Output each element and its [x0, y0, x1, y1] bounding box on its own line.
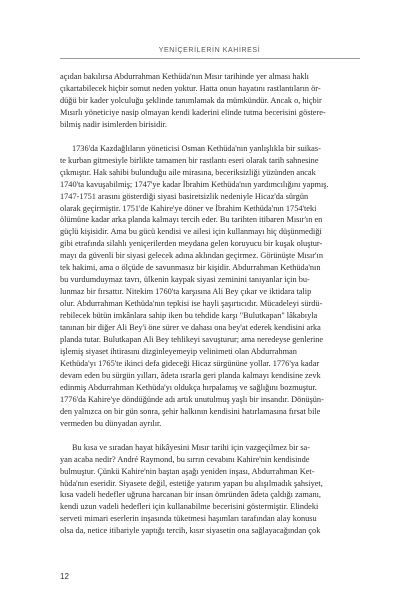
- text-line: yan acaba nedir? André Raymond, bu sırrın cevabını Kahire'nin kendisinde: [60, 454, 310, 464]
- text-line: 1776'da Kahire'ye döndüğünde adı artık unutulmuş yaşlı bir insandır. Dönüşün-: [60, 394, 324, 404]
- text-line: kısa vadeli hedefler uğruna harcanan bir insan ömründen âdeta çaldığı zamanı,: [60, 490, 322, 500]
- text-line: den yalnızca on bir gün sonra, şehir halkının kendisini hatırlamasına fırsat bile: [60, 406, 321, 416]
- text-line: 1747-1751 arasını gösterdiği siyasi basiretsizlik nedeniyle Hicaz'da sürgün: [60, 191, 309, 201]
- text-line: işlemiş siyaset ihtirasını dizginleyemeyip velinimeti olan Abdurrahman: [60, 346, 297, 356]
- text-line: bulmuştur. Çünkü Kahire'nin baştan aşağı yeniden inşası, Abdurrahman Ket-: [60, 466, 315, 476]
- text-line: Mısırlı yöneticiye nasip olmayan kendi kaderini elinde tutma becerisini göstere-: [60, 107, 326, 117]
- text-line: bu vurdumduymaz tavrı, ülkenin kaypak siyasi zeminini tanıyanlar için bu-: [60, 275, 310, 285]
- text-line: Bu kısa ve sıradan hayat hikâyesini Mısır tarihi için vazgeçilmez bir sa-: [72, 442, 311, 452]
- text-line: olarak geçirmiştir. 1751'de Kahire'ye döner ve İbrahim Kethüda'nın 1754'teki: [60, 203, 317, 213]
- text-line: rebilecek bütün imkânlara sahip iken bu tehdide karşı "Bulutkapan" lâkabıyla: [60, 311, 318, 321]
- text-line: çıkartabilecek hiçbir somut neden yoktur. Hatta onun hayatını rastlantıların ör-: [60, 83, 321, 93]
- text-line: tanınan bir diğer Ali Bey'i öne sürer ve dahası ona bey'at ederek kendisini arka: [60, 323, 321, 333]
- text-line: hüda'nın eseridir. Siyasete değil, estetiğe yatırım yapan bu alışılmadık şahsiyet,: [60, 478, 323, 488]
- text-line: lunmaz bir fırsattır. Nitekim 1760'ta karşısına Ali Bey çıkar ve iktidara talip: [60, 287, 312, 297]
- text-line: çıkmıştır. Hak sahibi bulunduğu aile mirasına, beceriksizliği yüzünden ancak: [60, 167, 316, 177]
- text-line: 1740'ta kavuşabilmiş; 1747'ye kadar İbrahim Kethüda'nın yardımcılığını yapmış.: [60, 179, 329, 189]
- body-text: [60, 71, 361, 537]
- text-line: Kethüda'yı 1765'te ikinci defa gideceği Hicaz sürgününe yollar. 1776'ya kadar: [60, 358, 320, 368]
- text-line: planda tutar. Bulutkapan Ali Bey tehlikeyi savuşturur; ama neredeyse genlerine: [60, 335, 324, 345]
- text-line: edinmiş Abdurrahman Kethüda'yı oldukça hırpalamış ve sağlığını bozmuştur.: [60, 382, 317, 392]
- paragraph-1: [60, 71, 361, 131]
- text-line: ölümüne kadar arka planda kalmayı tercih eder. Bu tarihten itibaren Mısır'ın en: [60, 215, 323, 225]
- text-line: tek hakimi, ama o ölçüde de savunmasız bir kişidir. Abdurrahman Kethüda'nın: [60, 263, 321, 273]
- text-line: açıdan bakılırsa Abdurrahman Kethüda'nın Mısır tarihinde yer alması haklı: [60, 72, 309, 81]
- paragraph-3: [60, 442, 361, 538]
- page-number: 12: [60, 572, 69, 581]
- text-line: kendi uzun vadeli hedefleri için kullanabilme becerisini göstermiştir. Elindeki: [60, 502, 319, 512]
- paragraph-2: [60, 143, 361, 430]
- header-rule: [60, 58, 360, 59]
- text-line: serveti mimari eserlerin inşasında tüketmesi haşımları tarafından alay konusu: [60, 514, 317, 524]
- text-line: gibi etrafında silahlı yeniçerilerden meydana gelen koruyucu bir kuşak oluştur-: [60, 239, 323, 249]
- text-line: olur. Abdurrahman Kethüda'nın tepkisi ise hayli şaşırtıcıdır. Mücadeleyi sürdü-: [60, 299, 323, 309]
- text-line: düğü bir kader yolculuğu şeklinde tanımlamak da mümkündür. Ancak o, hiçbir: [60, 95, 322, 105]
- running-header: YENİÇERİLERİN KAHİRESİ: [158, 47, 261, 54]
- text-line: vermeden bu dünyadan ayrılır.: [60, 418, 162, 428]
- text-line: bilmiş nadir isimlerden birisidir.: [60, 119, 167, 129]
- text-line: güçlü kişisidir. Ama bu gücü kendisi ve ailesi için kullanmayı hiç düşünmediği: [60, 227, 322, 237]
- text-line: devam eden bu sürgün yılları, âdeta ısrarla geri planda kalmayı kendisine zevk: [60, 370, 321, 380]
- text-line: te kurban gitmesiyle birlikte tamamen bir rastlantı eseri olarak tarih sahnesine: [60, 155, 319, 165]
- text-line: mayı da güvenli bir siyasi gelecek adına aklından geçirmez. Görünüşte Mısır'ın: [60, 251, 324, 261]
- text-line: olsa da, netice itibariyle yaptığı tercih, kısır siyasetin ona sağlayacağından çok: [60, 526, 321, 536]
- text-line: 1736'da Kazdağlıların yöneticisi Osman Kethüda'nın yanlışlıkla bir suikas-: [72, 143, 321, 153]
